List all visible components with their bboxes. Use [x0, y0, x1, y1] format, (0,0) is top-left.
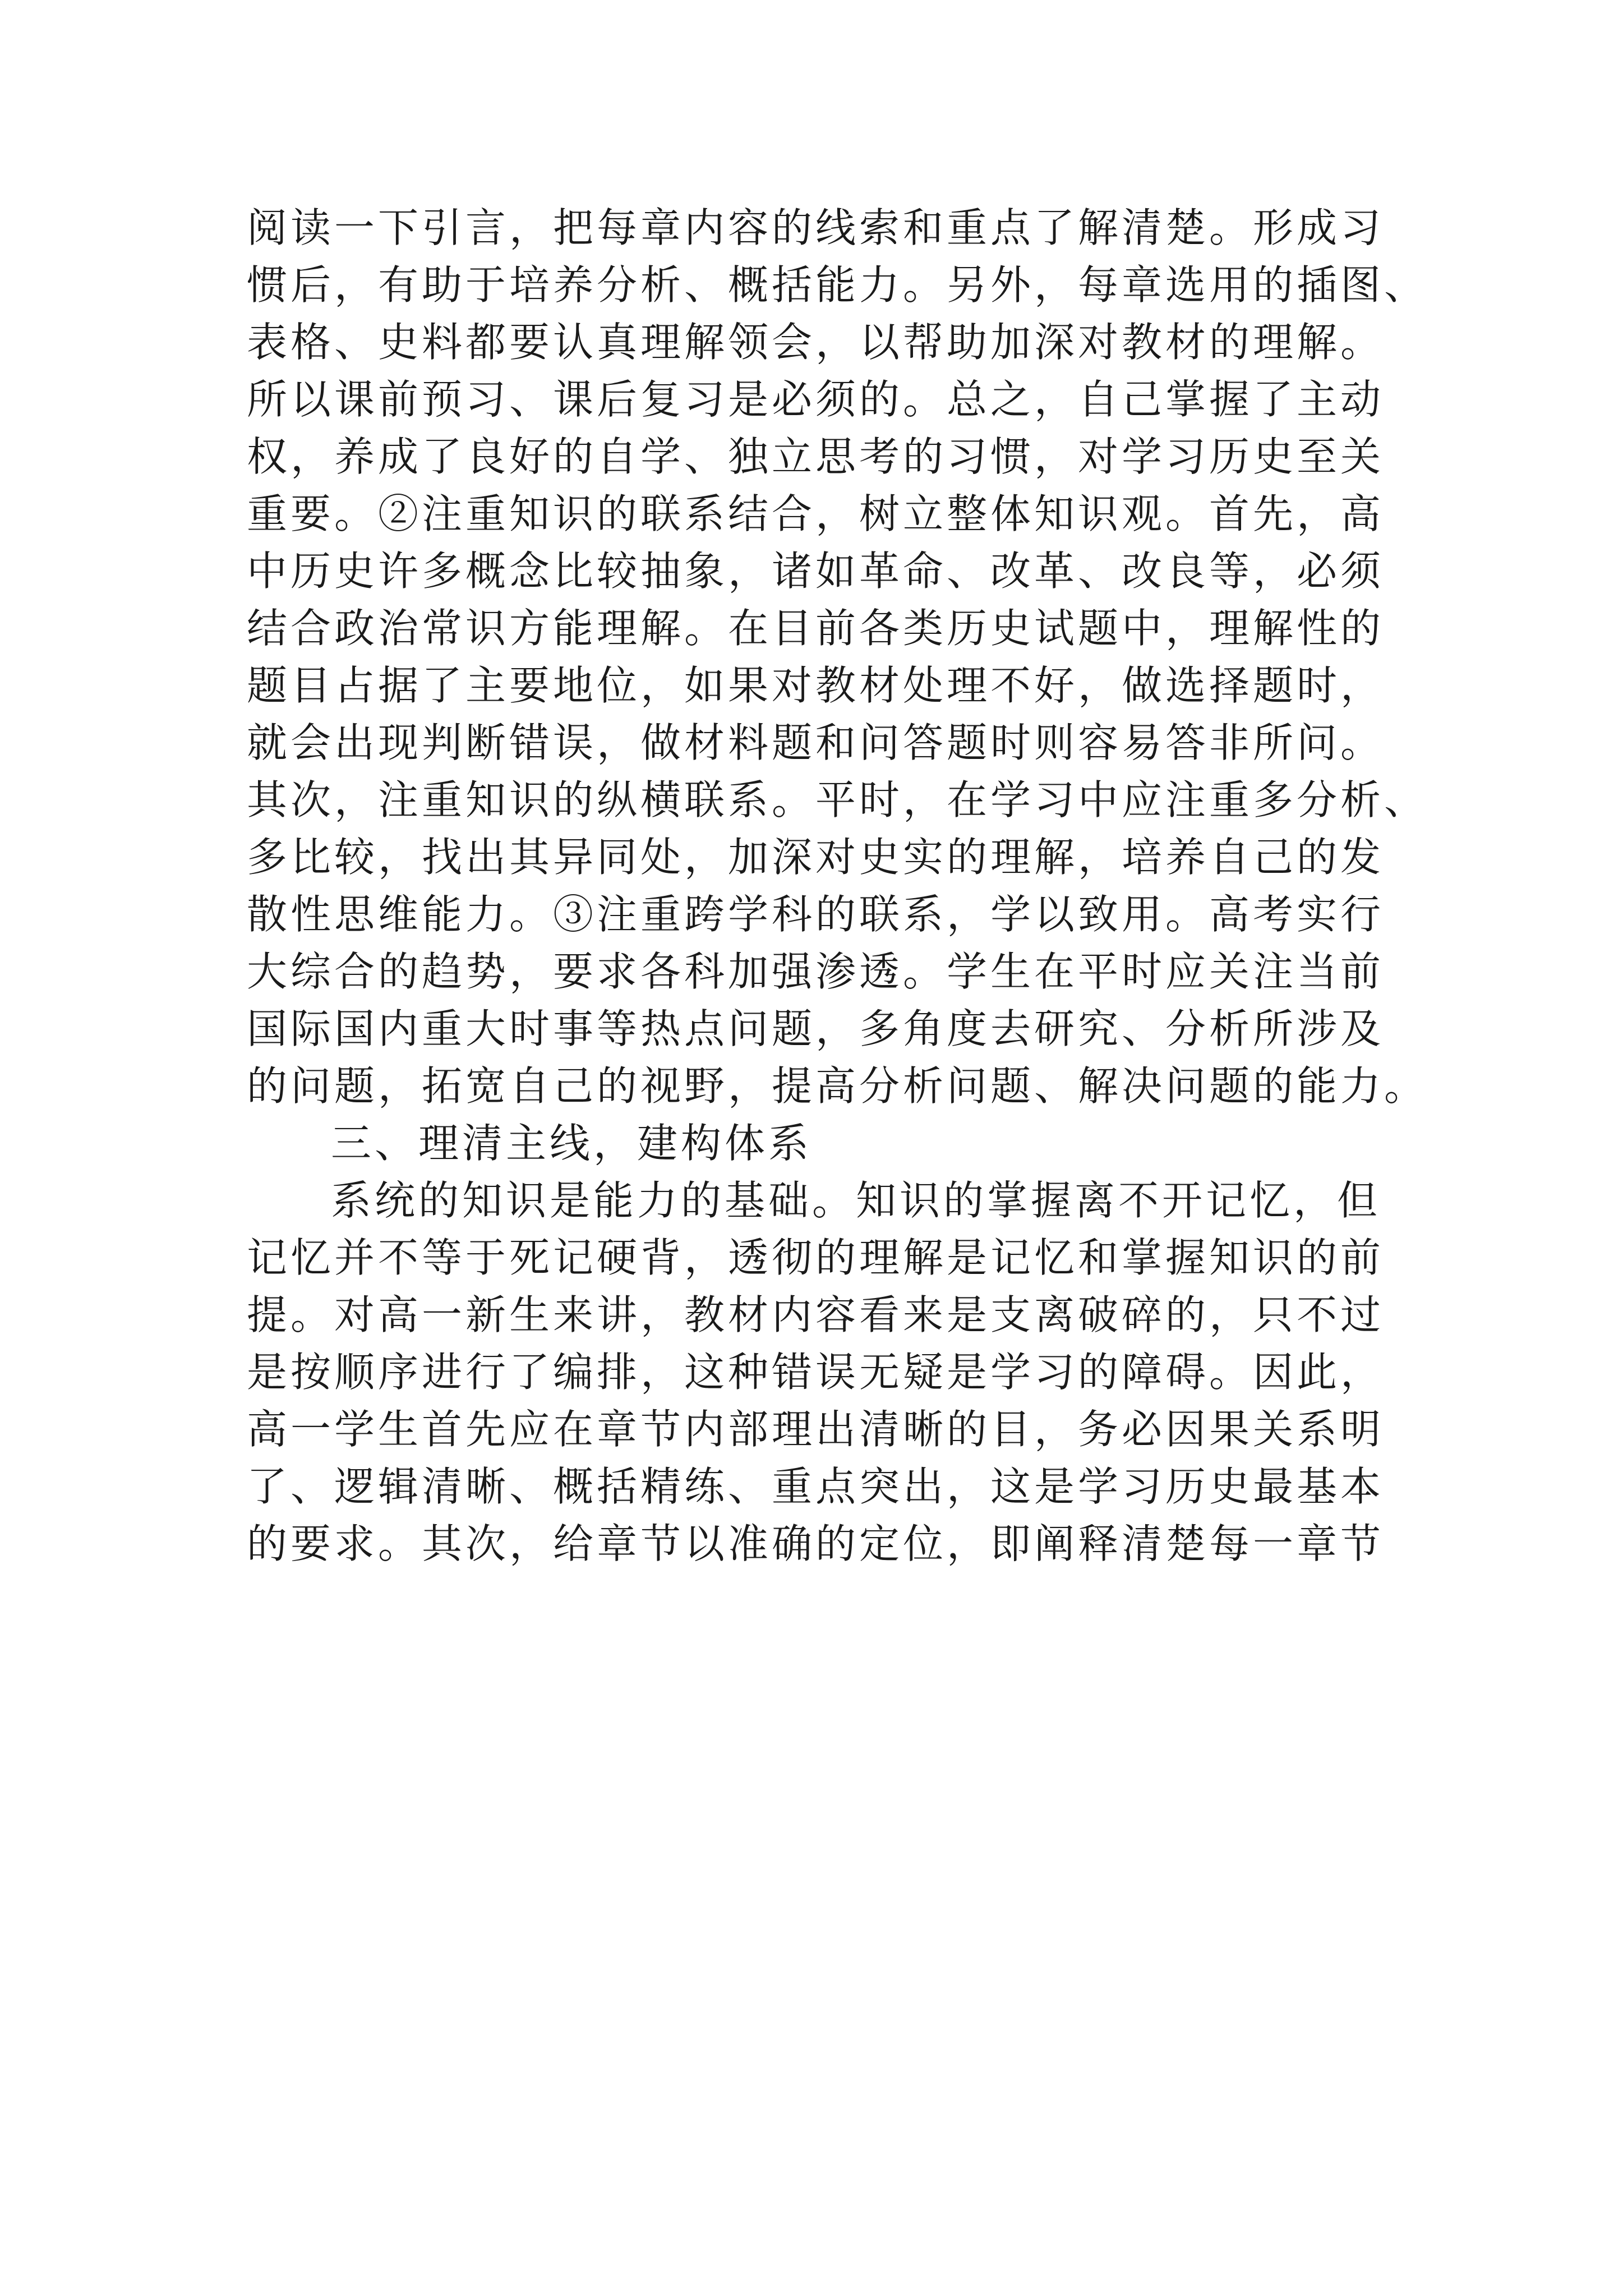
text-line: 就会出现判断错误，做材料题和问答题时则容易答非所问。 [247, 719, 1385, 766]
text-line: 高一学生首先应在章节内部理出清晰的目，务必因果关系明 [247, 1406, 1385, 1453]
section-heading: 三、理清主线，建构体系 [331, 1120, 813, 1167]
paragraph-first-line: 系统的知识是能力的基础。知识的掌握离不开记忆，但 [331, 1177, 1381, 1224]
text-line: 了、逻辑清晰、概括精练、重点突出，这是学习历史最基本 [247, 1463, 1385, 1510]
text-line: 是按顺序进行了编排，这种错误无疑是学习的障碍。因此， [247, 1349, 1385, 1396]
text-line: 散性思维能力。③注重跨学科的联系，学以致用。高考实行 [247, 891, 1385, 938]
text-line: 的要求。其次，给章节以准确的定位，即阐释清楚每一章节 [247, 1520, 1385, 1567]
text-line: 权，养成了良好的自学、独立思考的习惯，对学习历史至关 [247, 433, 1385, 480]
text-line: 中历史许多概念比较抽象，诸如革命、改革、改良等，必须 [247, 547, 1385, 595]
body-text [247, 203, 1428, 1576]
text-line: 的问题，拓宽自己的视野，提高分析问题、解决问题的能力。 [247, 1062, 1428, 1110]
text-line: 多比较，找出其异同处，加深对史实的理解，培养自己的发 [247, 834, 1385, 881]
text-line: 表格、史料都要认真理解领会，以帮助加深对教材的理解。 [247, 319, 1385, 366]
text-line: 其次，注重知识的纵横联系。平时，在学习中应注重多分析、 [247, 776, 1428, 823]
text-line: 重要。②注重知识的联系结合，树立整体知识观。首先，高 [247, 490, 1385, 537]
text-line: 阅读一下引言，把每章内容的线索和重点了解清楚。形成习 [247, 204, 1385, 251]
text-line: 惯后，有助于培养分析、概括能力。另外，每章选用的插图、 [247, 261, 1428, 309]
text-line: 提。对高一新生来讲，教材内容看来是支离破碎的，只不过 [247, 1291, 1385, 1338]
text-line: 国际国内重大时事等热点问题，多角度去研究、分析所涉及 [247, 1005, 1385, 1052]
text-line: 大综合的趋势，要求各科加强渗透。学生在平时应关注当前 [247, 948, 1385, 995]
text-line: 题目占据了主要地位，如果对教材处理不好，做选择题时， [247, 662, 1385, 709]
text-line: 结合政治常识方能理解。在目前各类历史试题中，理解性的 [247, 605, 1385, 652]
text-line: 所以课前预习、课后复习是必须的。总之，自己掌握了主动 [247, 376, 1385, 423]
text-line: 记忆并不等于死记硬背，透彻的理解是记忆和掌握知识的前 [247, 1234, 1385, 1281]
